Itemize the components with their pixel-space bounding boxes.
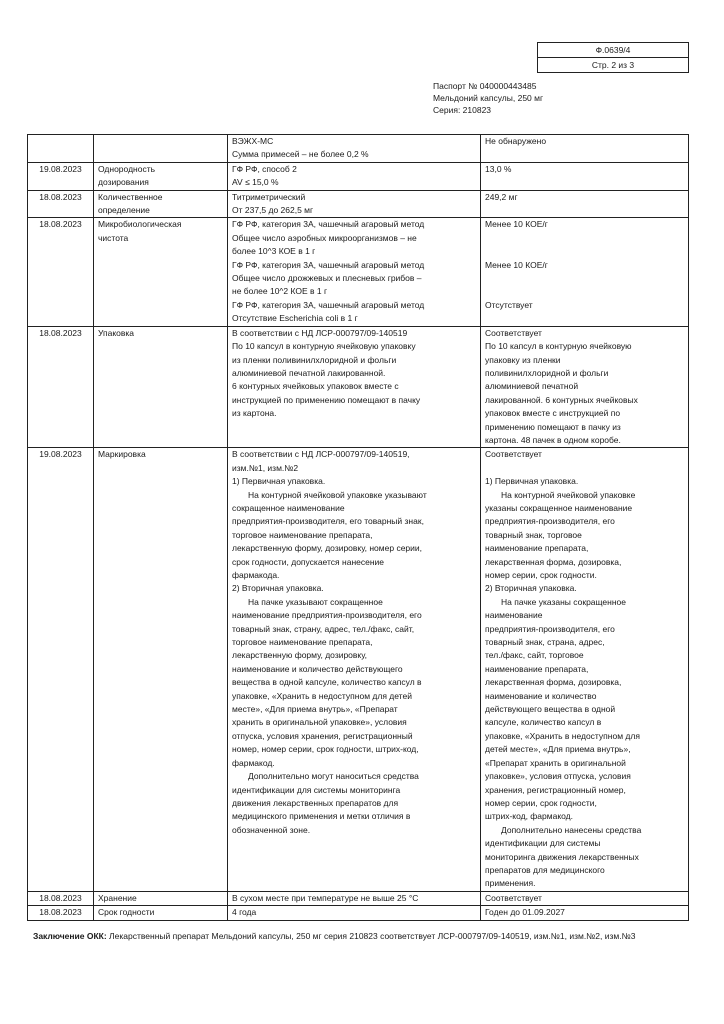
cell-line: применению помещают в пачку из (485, 421, 621, 432)
cell-line: товарный знак, страна, адрес, (485, 637, 605, 648)
cell-line: алюминиевой печатной (485, 381, 579, 392)
cell-line: ГФ РФ, способ 2 (232, 163, 297, 174)
indicator-cell (94, 218, 228, 326)
cell-line (485, 462, 684, 475)
cell-line: ГФ РФ, категория 3А, чашечный агаровый метод (232, 219, 425, 230)
table-row (28, 162, 689, 190)
indicator-cell (94, 448, 228, 891)
cell-line: 249,2 мг (485, 191, 518, 202)
indicator-cell (94, 906, 228, 920)
cell-line: Дополнительно нанесены средства (501, 824, 642, 835)
result-cell (481, 906, 689, 920)
cell-line: На контурной ячейковой упаковке (501, 489, 636, 500)
passport-number: Паспорт № 040000443485 (433, 81, 537, 91)
cell-line: наименование и количество (485, 690, 597, 701)
result-cell (481, 326, 689, 448)
method-cell (228, 448, 481, 891)
cell-line: лекарственную форму, дозировку, (232, 650, 368, 661)
cell-line: Хранение (98, 892, 137, 903)
cell-line: 1) Первичная упаковка. (232, 476, 326, 487)
cell-line: Сумма примесей – не более 0,2 % (232, 149, 369, 160)
cell-line: наименование предприятия-производителя, его (232, 610, 422, 621)
method-cell (228, 162, 481, 190)
table-row (28, 135, 689, 163)
cell-line: 13,0 % (485, 163, 512, 174)
cell-line: хранить в оригинальной упаковке», условия (232, 717, 407, 728)
cell-line: В соответствии с НД ЛСР-000797/09-140519 (232, 327, 408, 338)
method-cell (228, 135, 481, 163)
cell-line: применения. (485, 878, 536, 889)
cell-line: Микробиологическая (98, 219, 182, 230)
cell-line: «Препарат хранить в оригинальной (485, 757, 626, 768)
cell-line: лекарственная форма, дозировка, (485, 677, 622, 688)
result-cell (481, 190, 689, 218)
cell-line: алюминиевой печатной лакированной. (232, 367, 386, 378)
cell-line: Однородность (98, 163, 156, 174)
date-cell: 18.08.2023 (28, 326, 94, 448)
cell-line: упаковке, «Хранить в недоступном для (485, 730, 640, 741)
passport-block (433, 80, 543, 116)
cell-line: препаратов для медицинского (485, 864, 605, 875)
date-cell: 19.08.2023 (28, 162, 94, 190)
date-cell: 18.08.2023 (28, 906, 94, 920)
cell-line: предприятия-производителя, его товарный знак, (232, 516, 424, 527)
table-row (28, 906, 689, 920)
cell-line (485, 245, 684, 258)
cell-line: более 10^3 КОЕ в 1 г (232, 246, 316, 257)
date-cell (28, 135, 94, 163)
cell-line: не более 10^2 КОЕ в 1 г (232, 286, 328, 297)
table-row (28, 891, 689, 905)
cell-line: поливинилхлоридной и фольги (485, 367, 609, 378)
cell-line: лекарственную форму, дозировку, номер серии, (232, 543, 423, 554)
cell-line: 2) Вторичная упаковка. (232, 583, 324, 594)
cell-line: Упаковка (98, 327, 135, 338)
table-row (28, 448, 689, 891)
indicator-cell (94, 135, 228, 163)
cell-line: обозначенной зоне. (232, 824, 311, 835)
cell-line: Соответствует (485, 327, 542, 338)
conclusion-text: Лекарственный препарат Мельдоний капсулы, 250 мг серия 210823 соответствует ЛСР-000797/09-140519, изм.№1, изм.№2, изм.№3 (106, 931, 636, 941)
method-cell (228, 906, 481, 920)
cell-line: Маркировка (98, 449, 146, 460)
cell-line: Отсутствие Escherichia coli в 1 г (232, 313, 358, 324)
cell-line: хранения, регистрационный номер, (485, 784, 626, 795)
cell-line: AV ≤ 15,0 % (232, 177, 279, 188)
cell-line: ВЭЖХ-МС (232, 136, 274, 146)
cell-line: дозирования (98, 177, 149, 188)
table-row (28, 190, 689, 218)
cell-line: детей месте», «Для приема внутрь», (485, 744, 631, 755)
product-name: Мельдоний капсулы, 250 мг (433, 93, 544, 103)
cell-line: предприятия-производителя, его (485, 623, 615, 634)
cell-line: 1) Первичная упаковка. (485, 476, 579, 487)
cell-line: ГФ РФ, категория 3А, чашечный агаровый метод (232, 259, 425, 270)
method-cell (228, 891, 481, 905)
cell-line: сокращенное наименование (232, 502, 345, 513)
cell-line: наименование препарата, (485, 543, 589, 554)
cell-line: На пачке указаны сокращенное (501, 596, 626, 607)
cell-line: На контурной ячейковой упаковке указывают (248, 489, 427, 500)
method-cell (228, 326, 481, 448)
cell-line: упаковку из пленки (485, 354, 561, 365)
result-cell (481, 891, 689, 905)
cell-line: капсуле, количество капсул в (485, 717, 602, 728)
cell-line: Срок годности (98, 907, 155, 918)
cell-line: лекарственная форма, дозировка, (485, 556, 622, 567)
cell-line: наименование (485, 610, 543, 621)
cell-line: 6 контурных ячейковых упаковок вместе с (232, 381, 399, 392)
result-cell (481, 218, 689, 326)
date-cell: 18.08.2023 (28, 218, 94, 326)
cell-line: предприятия-производителя, его (485, 516, 615, 527)
cell-line: В соответствии с НД ЛСР-000797/09-140519, (232, 449, 410, 460)
form-code-box (537, 42, 689, 73)
method-cell (228, 218, 481, 326)
form-code: Ф.0639/4 (595, 45, 631, 55)
cell-line: Общее число аэробных микроорганизмов – не (232, 232, 417, 243)
cell-line: Годен до 01.09.2027 (485, 907, 565, 918)
cell-line (485, 285, 684, 298)
cell-line: По 10 капсул в контурную ячейковую упаковку (232, 341, 416, 352)
cell-line: медицинского применения и метки отличия в (232, 811, 411, 822)
cell-line: Соответствует (485, 892, 542, 903)
method-cell (228, 190, 481, 218)
cell-line: Титриметрический (232, 191, 306, 202)
test-results-table (27, 134, 689, 921)
cell-line: В сухом месте при температуре не выше 25 °C (232, 892, 419, 903)
cell-line: фармакод. (232, 757, 275, 768)
cell-line: действующего вещества в одной (485, 704, 616, 715)
indicator-cell (94, 190, 228, 218)
cell-line: По 10 капсул в контурную ячейковую (485, 341, 632, 352)
indicator-cell (94, 162, 228, 190)
cell-line: определение (98, 205, 150, 216)
cell-line: идентификации для системы мониторинга (232, 784, 401, 795)
cell-line: идентификации для системы (485, 838, 601, 849)
cell-line: номер серии, срок годности. (485, 570, 597, 580)
cell-line: тел./факс, сайт, торговое (485, 650, 584, 661)
cell-line: Не обнаружено (485, 136, 547, 146)
result-cell (481, 448, 689, 891)
cell-line: инструкцией по применению помещают в пачку (232, 394, 421, 405)
cell-line: вещества в одной капсуле, количество капсул в (232, 677, 422, 688)
cell-line: На пачке указывают сокращенное (248, 596, 383, 607)
cell-line: От 237,5 до 262,5 мг (232, 205, 314, 216)
cell-line: упаковке, «Хранить в недоступном для детей (232, 690, 412, 701)
cell-line: номер, номер серии, срок годности, штрих-код, (232, 744, 419, 755)
cell-line: чистота (98, 232, 129, 243)
cell-line: товарный знак, страну, адрес, тел./факс, сайт, (232, 623, 415, 634)
cell-line: товарный знак, торговое (485, 529, 582, 540)
cell-line: Менее 10 КОЕ/г (485, 259, 548, 270)
cell-line: 2) Вторичная упаковка. (485, 583, 577, 594)
result-cell (481, 162, 689, 190)
table-row (28, 218, 689, 326)
cell-line: из пленки поливинилхлоридной и фольги (232, 354, 397, 365)
cell-line: из картона. (232, 408, 277, 419)
cell-line: картона. 48 пачек в одном коробе. (485, 434, 621, 445)
cell-line: лакированной. 6 контурных ячейковых (485, 394, 638, 405)
cell-line: Дополнительно могут наноситься средства (248, 771, 419, 782)
cell-line: наименование препарата, (485, 663, 589, 674)
cell-line: номер серии, срок годности, (485, 797, 597, 808)
cell-line: Количественное (98, 191, 163, 202)
table-row (28, 326, 689, 448)
cell-line: Общее число дрожжевых и плесневых грибов – (232, 273, 422, 284)
cell-line: упаковок вместе с инструкцией по (485, 408, 621, 419)
cell-line: Менее 10 КОЕ/г (485, 219, 548, 230)
indicator-cell (94, 891, 228, 905)
cell-line: указаны сокращенное наименование (485, 502, 633, 513)
cell-line: торговое наименование препарата, (232, 529, 373, 540)
cell-line: срок годности, допускается нанесение (232, 556, 385, 567)
cell-line: фармакода. (232, 570, 280, 580)
cell-line: Отсутствует (485, 299, 533, 310)
cell-line: наименование и количество действующего (232, 663, 403, 674)
cell-line: 4 года (232, 907, 257, 918)
conclusion-label: Заключение ОКК: (33, 931, 107, 941)
series-number: Серия: 210823 (433, 105, 492, 115)
cell-line: мониторинга движения лекарственных (485, 851, 639, 862)
result-cell (481, 135, 689, 163)
cell-line: торговое наименование препарата, (232, 637, 373, 648)
indicator-cell (94, 326, 228, 448)
cell-line: упаковке», условия отпуска, условия (485, 771, 631, 782)
conclusion (33, 929, 673, 944)
cell-line (485, 232, 684, 245)
cell-line: Соответствует (485, 449, 542, 460)
cell-line: отпуска, условия хранения, регистрационный (232, 730, 413, 741)
page-number: Стр. 2 из 3 (538, 57, 688, 72)
cell-line: изм.№1, изм.№2 (232, 462, 299, 473)
cell-line (485, 272, 684, 285)
cell-line: месте», «Для приема внутрь», «Препарат (232, 704, 398, 715)
date-cell: 19.08.2023 (28, 448, 94, 891)
cell-line: движения лекарственных препаратов для (232, 797, 399, 808)
cell-line: штрих-код, фармакод. (485, 811, 574, 822)
date-cell: 18.08.2023 (28, 891, 94, 905)
cell-line (485, 312, 684, 325)
date-cell: 18.08.2023 (28, 190, 94, 218)
cell-line: ГФ РФ, категория 3А, чашечный агаровый метод (232, 299, 425, 310)
